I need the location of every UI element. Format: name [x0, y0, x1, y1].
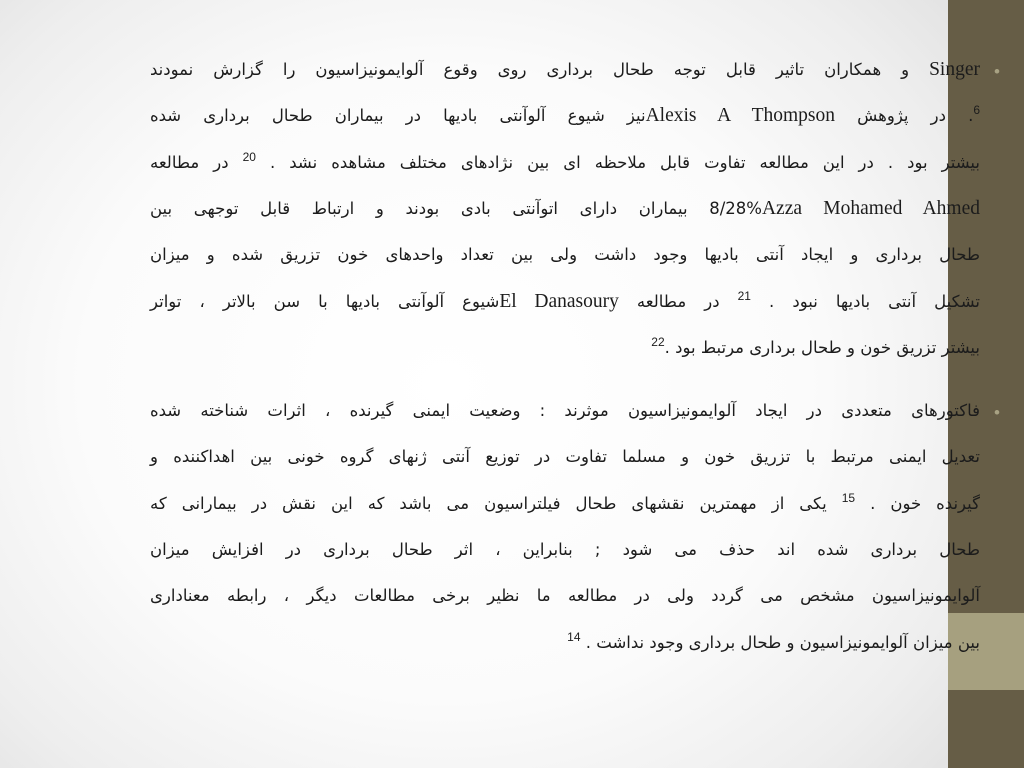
paragraph-line	[150, 193, 980, 225]
body-text: فاکتورهای متعددی در ایجاد آلوایمونیزاسیون موثرند : وضعیت ایمنی گیرنده ، اثرات شناخته شده	[150, 401, 980, 420]
citation-superscript: 20	[242, 149, 256, 164]
body-text: شیوع آلوآنتی بادیها با سن بالاتر ، تواتر	[150, 291, 500, 311]
paragraph-line	[150, 239, 980, 271]
body-text: طحال برداری و ایجاد آنتی بادیها وجود داشت ولی بین تعداد واحدهای خون تزریق شده و میزان	[150, 245, 980, 265]
latin-author-name: El Danasoury	[499, 290, 619, 312]
body-text: طحال برداری شده اند حذف می شود ; بنابراین ، اثر طحال برداری در افزایش میزان	[150, 539, 980, 559]
body-text: % بیماران دارای اتوآنتی بادی بودند و ارتباط قابل توجهی بین	[150, 198, 762, 218]
body-text: بیشتر تزریق خون و طحال برداری مرتبط بود .	[664, 337, 980, 357]
body-text: نیز شیوع آلوآنتی بادیها در بیماران طحال برداری شده	[150, 106, 646, 126]
body-text: گیرنده خون .	[855, 493, 980, 513]
paragraph-line	[150, 627, 980, 659]
citation-superscript: 6	[973, 103, 980, 118]
paragraph-line	[150, 54, 980, 86]
paragraph-line	[150, 332, 980, 364]
body-text: بین میزان آلوایمونیزاسیون و طحال برداری وجود نداشت .	[580, 632, 980, 652]
body-text: . در پژوهش	[835, 106, 974, 126]
citation-superscript: 14	[567, 629, 581, 644]
paragraph-line	[150, 395, 980, 427]
paragraph-line	[150, 441, 980, 473]
body-text: در مطالعه	[150, 152, 243, 172]
paragraph-line	[150, 286, 980, 318]
paragraph-line	[150, 100, 980, 132]
bullet-marker: •	[994, 62, 1000, 81]
body-text: تشکیل آنتی بادیها نبود .	[750, 291, 981, 311]
citation-superscript: 21	[737, 288, 751, 303]
latin-author-name: Singer	[929, 59, 980, 80]
latin-author-name: Alexis A Thompson	[645, 105, 835, 127]
body-text: و همکاران تاثیر قابل توجه طحال برداری روی وقوع آلوایمونیزاسیون را گزارش نمودند	[150, 60, 930, 79]
latin-author-name: Azza Mohamed Ahmed	[761, 197, 980, 219]
body-text: بیشتر بود . در این مطالعه تفاوت قابل ملاحظه ای بین نژادهای مختلف مشاهده نشد .	[255, 152, 980, 172]
paragraph-line	[150, 147, 980, 179]
body-text: تعدیل ایمنی مرتبط با تزریق خون و مسلما تفاوت در توزیع آنتی ژنهای گروه خونی بین اهداکننده و	[150, 447, 980, 467]
body-text: در مطالعه	[618, 291, 738, 311]
body-text: 8/28	[709, 198, 747, 218]
body-text: یکی از مهمترین نقشهای طحال فیلتراسیون می باشد که این نقش در بیمارانی که	[150, 493, 842, 513]
paragraph-line	[150, 534, 980, 566]
citation-superscript: 15	[841, 490, 856, 505]
citation-superscript: 22	[651, 334, 665, 349]
paragraph-line	[150, 488, 980, 520]
bullet-marker: •	[994, 403, 1000, 422]
body-text: آلوایمونیزاسیون مشخص می گردد ولی در مطالعه ما نظیر برخی مطالعات دیگر ، رابطه معناداری	[150, 586, 980, 606]
paragraph-line	[150, 580, 980, 612]
